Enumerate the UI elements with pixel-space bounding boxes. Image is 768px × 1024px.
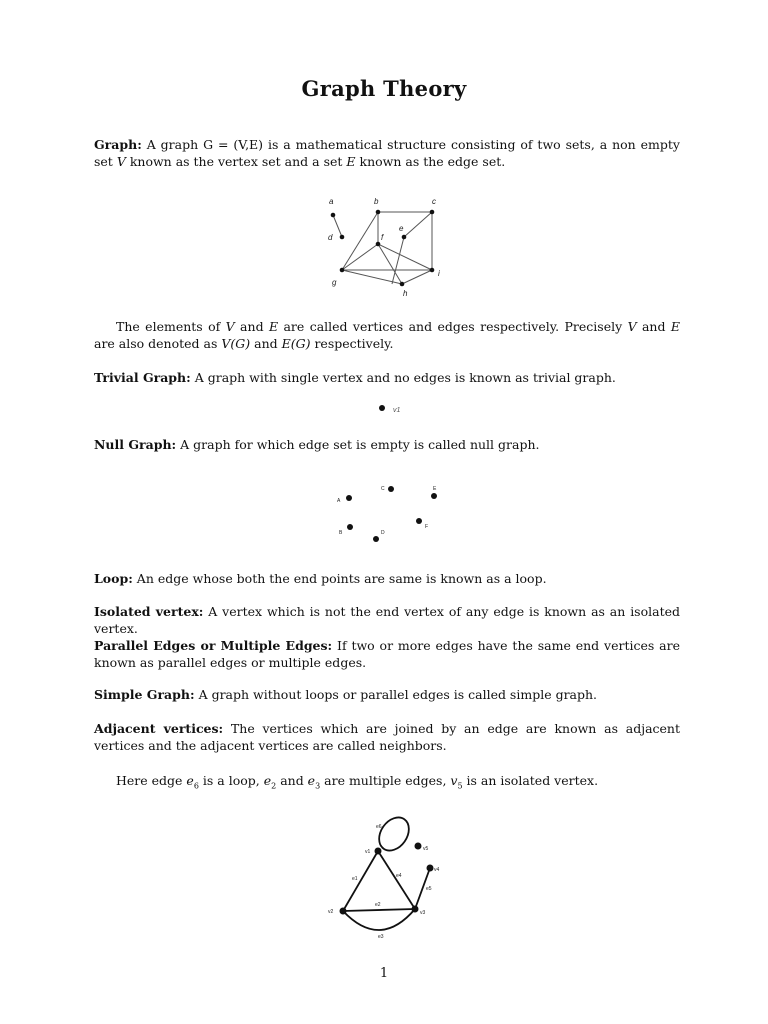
page-number: 1 xyxy=(379,966,389,981)
label-g: g xyxy=(332,278,337,287)
trivial-graph-definition: Trivial Graph: A graph with single vertex and no edges is known as trivial graph. xyxy=(94,370,616,385)
term-graph: Graph: xyxy=(94,137,142,152)
label-v1: v1 xyxy=(393,407,401,414)
page-title: Graph Theory xyxy=(301,76,467,101)
svg-text:v4: v4 xyxy=(434,867,440,873)
label-b: b xyxy=(374,197,379,206)
figure-trivial-graph xyxy=(370,398,410,418)
label-c: c xyxy=(432,197,436,206)
label-i: i xyxy=(438,269,440,278)
null-graph-definition: Null Graph: A graph for which edge set is empty is called null graph. xyxy=(94,437,540,452)
svg-text:E: E xyxy=(433,486,437,492)
svg-text:e2: e2 xyxy=(375,902,381,908)
svg-text:e6: e6 xyxy=(376,824,382,830)
svg-text:e5: e5 xyxy=(426,886,432,892)
svg-text:v2: v2 xyxy=(328,909,334,915)
label-a: a xyxy=(329,197,334,206)
svg-text:A: A xyxy=(337,498,341,504)
simple-graph-definition: Simple Graph: A graph without loops or parallel edges is called simple graph. xyxy=(94,687,598,702)
svg-text:e1: e1 xyxy=(352,876,358,882)
svg-text:e4: e4 xyxy=(396,873,402,879)
figure-loop-multigraph xyxy=(320,812,450,944)
label-d: d xyxy=(328,233,333,242)
svg-text:v3: v3 xyxy=(420,910,426,916)
svg-text:v1: v1 xyxy=(365,849,371,855)
svg-text:F: F xyxy=(425,524,429,530)
adjacent-vertices-definition: Adjacent vertices: The vertices which are joined by an edge are known as adjacent vertices and the adjacent vertices are called neighbors. xyxy=(94,721,680,753)
svg-text:v5: v5 xyxy=(423,846,429,852)
loop-definition: Loop: An edge whose both the end points are same is known as a loop. xyxy=(94,571,547,586)
elements-paragraph: The elements of V and E are called vertices and edges respectively. Precisely V and E are also denoted as V(G) and E(G) respectively. xyxy=(94,319,681,351)
label-h: h xyxy=(403,289,408,298)
isolated-vertex-definition: Isolated vertex: A vertex which is not the end vertex of any edge is known as an isolated vertex. xyxy=(94,604,680,636)
parallel-edges-definition: Parallel Edges or Multiple Edges: If two or more edges have the same end vertices are known as parallel edges or multiple edges. xyxy=(94,638,680,670)
svg-text:e3: e3 xyxy=(378,934,384,940)
svg-text:C: C xyxy=(381,486,385,492)
figure-null-graph xyxy=(330,478,450,548)
svg-text:B: B xyxy=(339,530,343,536)
graph-definition: Graph: A graph G = (V,E) is a mathematical structure consisting of two sets, a non empty set V known as the vertex set and a set E known as the edge set. xyxy=(94,137,680,169)
svg-text:D: D xyxy=(381,530,385,536)
label-f: f xyxy=(381,233,384,242)
example-paragraph: Here edge $e_6$ is a loop, $e_2$ and $e_3$ are multiple edges, $v_5$ is an isolated vertex. xyxy=(116,773,599,791)
figure-graph-example xyxy=(320,192,450,302)
label-e: e xyxy=(399,224,404,233)
